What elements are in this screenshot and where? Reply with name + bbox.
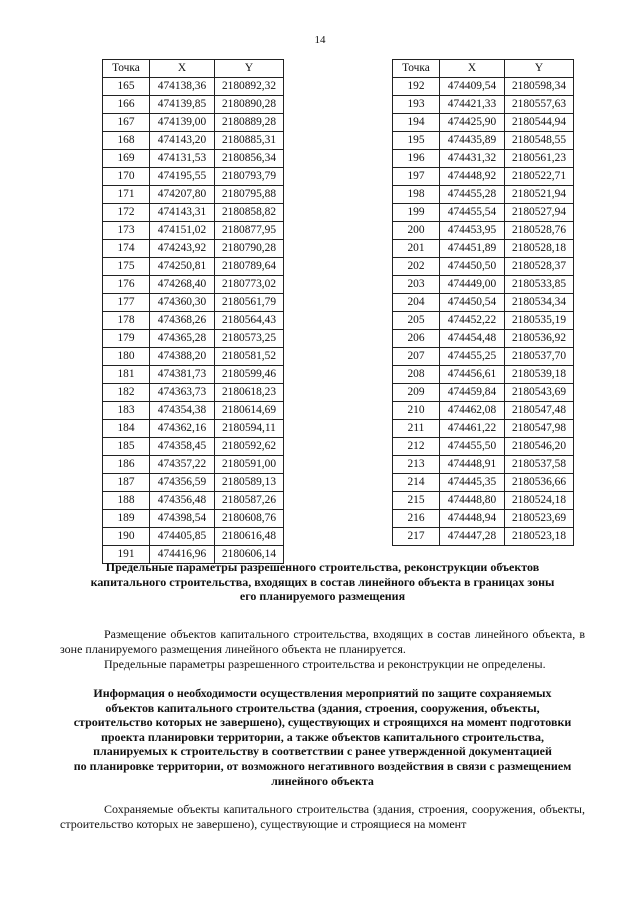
- cell-x: 474362,16: [150, 420, 215, 438]
- table-row: [103, 258, 284, 276]
- cell-x: 474447,28: [440, 528, 505, 546]
- table-row: [103, 474, 284, 492]
- cell-point: 201: [393, 240, 440, 258]
- table-row: [393, 78, 574, 96]
- cell-x: 474450,50: [440, 258, 505, 276]
- cell-x: 474445,35: [440, 474, 505, 492]
- table-row: [393, 510, 574, 528]
- cell-x: 474450,54: [440, 294, 505, 312]
- cell-point: 171: [103, 186, 150, 204]
- cell-y: 2180527,94: [505, 204, 574, 222]
- cell-y: 2180522,71: [505, 168, 574, 186]
- cell-x: 474456,61: [440, 366, 505, 384]
- cell-y: 2180547,98: [505, 420, 574, 438]
- cell-point: 205: [393, 312, 440, 330]
- cell-point: 190: [103, 528, 150, 546]
- table-row: [103, 330, 284, 348]
- table-row: [393, 366, 574, 384]
- table-row: [103, 168, 284, 186]
- cell-point: 172: [103, 204, 150, 222]
- cell-point: 187: [103, 474, 150, 492]
- cell-y: 2180544,94: [505, 114, 574, 132]
- cell-x: 474195,55: [150, 168, 215, 186]
- heading-line: Информация о необходимости осуществления мероприятий по защите сохраняемых: [93, 686, 552, 700]
- cell-point: 174: [103, 240, 150, 258]
- cell-point: 198: [393, 186, 440, 204]
- table-row: [103, 114, 284, 132]
- cell-x: 474449,00: [440, 276, 505, 294]
- cell-point: 173: [103, 222, 150, 240]
- cell-point: 192: [393, 78, 440, 96]
- table-row: [103, 492, 284, 510]
- cell-x: 474358,45: [150, 438, 215, 456]
- cell-x: 474451,89: [440, 240, 505, 258]
- table-row: [103, 528, 284, 546]
- cell-x: 474363,73: [150, 384, 215, 402]
- table-row: [393, 492, 574, 510]
- cell-point: 197: [393, 168, 440, 186]
- cell-point: 178: [103, 312, 150, 330]
- table-row: [103, 456, 284, 474]
- cell-y: 2180616,48: [215, 528, 284, 546]
- heading-line: по планировке территории, от возможного негативного воздействия в связи с размещением: [73, 758, 572, 773]
- cell-point: 183: [103, 402, 150, 420]
- cell-x: 474357,22: [150, 456, 215, 474]
- header-x: X: [150, 60, 215, 78]
- cell-y: 2180521,94: [505, 186, 574, 204]
- cell-point: 194: [393, 114, 440, 132]
- table-row: [103, 96, 284, 114]
- cell-x: 474435,89: [440, 132, 505, 150]
- cell-point: 204: [393, 294, 440, 312]
- table-row: [393, 456, 574, 474]
- cell-y: 2180561,23: [505, 150, 574, 168]
- table-row: [103, 312, 284, 330]
- cell-x: 474365,28: [150, 330, 215, 348]
- cell-point: 213: [393, 456, 440, 474]
- cell-point: 212: [393, 438, 440, 456]
- header-point: Точка: [393, 60, 440, 78]
- cell-point: 208: [393, 366, 440, 384]
- cell-y: 2180592,62: [215, 438, 284, 456]
- heading-line: строительство которых не завершено), существующих и строящихся на момент подготовки: [73, 715, 572, 730]
- table-row: [393, 474, 574, 492]
- cell-x: 474452,22: [440, 312, 505, 330]
- cell-point: 199: [393, 204, 440, 222]
- cell-y: 2180890,28: [215, 96, 284, 114]
- cell-point: 179: [103, 330, 150, 348]
- cell-y: 2180598,34: [505, 78, 574, 96]
- cell-point: 177: [103, 294, 150, 312]
- heading-line: объектов капитального строительства (здания, строения, сооружения, объекты,: [105, 700, 540, 715]
- section-body-protection: [60, 802, 585, 832]
- cell-x: 474250,81: [150, 258, 215, 276]
- cell-point: 217: [393, 528, 440, 546]
- cell-x: 474455,54: [440, 204, 505, 222]
- table-row: [393, 276, 574, 294]
- heading-line: проекта планировки территории, а также объектов капитального строительства,: [100, 729, 545, 744]
- cell-point: 191: [103, 546, 150, 564]
- table-row: [393, 204, 574, 222]
- heading-line: Предельные параметры разрешенного строительства, реконструкции объектов: [105, 560, 540, 574]
- table-row: [103, 222, 284, 240]
- cell-point: 193: [393, 96, 440, 114]
- cell-point: 206: [393, 330, 440, 348]
- cell-x: 474448,92: [440, 168, 505, 186]
- paragraph: Сохраняемые объекты капитального строительства (здания, строения, сооружения, объекты, строительство которых не завершено), существующие и строящиеся на момент: [60, 802, 585, 831]
- cell-point: 216: [393, 510, 440, 528]
- cell-x: 474421,33: [440, 96, 505, 114]
- table-row: [103, 510, 284, 528]
- table-row: [103, 294, 284, 312]
- header-y: Y: [215, 60, 284, 78]
- cell-x: 474416,96: [150, 546, 215, 564]
- header-point: Точка: [103, 60, 150, 78]
- table-row: [393, 222, 574, 240]
- table-row: [393, 96, 574, 114]
- cell-y: 2180523,69: [505, 510, 574, 528]
- cell-point: 175: [103, 258, 150, 276]
- cell-y: 2180528,18: [505, 240, 574, 258]
- cell-point: 195: [393, 132, 440, 150]
- cell-y: 2180539,18: [505, 366, 574, 384]
- cell-x: 474398,54: [150, 510, 215, 528]
- cell-y: 2180885,31: [215, 132, 284, 150]
- paragraph: Предельные параметры разрешенного строительства и реконструкции не определены.: [104, 657, 546, 671]
- header-y: Y: [505, 60, 574, 78]
- cell-x: 474139,00: [150, 114, 215, 132]
- cell-point: 215: [393, 492, 440, 510]
- cell-point: 170: [103, 168, 150, 186]
- cell-y: 2180856,34: [215, 150, 284, 168]
- cell-y: 2180795,88: [215, 186, 284, 204]
- cell-point: 188: [103, 492, 150, 510]
- cell-y: 2180528,37: [505, 258, 574, 276]
- cell-point: 180: [103, 348, 150, 366]
- table-row: [103, 402, 284, 420]
- cell-point: 181: [103, 366, 150, 384]
- cell-point: 189: [103, 510, 150, 528]
- cell-y: 2180789,64: [215, 258, 284, 276]
- table-row: [393, 438, 574, 456]
- cell-y: 2180773,02: [215, 276, 284, 294]
- cell-y: 2180548,55: [505, 132, 574, 150]
- cell-x: 474143,20: [150, 132, 215, 150]
- table-row: [393, 240, 574, 258]
- cell-y: 2180546,20: [505, 438, 574, 456]
- cell-y: 2180536,92: [505, 330, 574, 348]
- cell-x: 474405,85: [150, 528, 215, 546]
- table-row: [393, 114, 574, 132]
- cell-point: 196: [393, 150, 440, 168]
- cell-y: 2180877,95: [215, 222, 284, 240]
- cell-y: 2180793,79: [215, 168, 284, 186]
- cell-point: 166: [103, 96, 150, 114]
- cell-x: 474207,80: [150, 186, 215, 204]
- table-row: [103, 132, 284, 150]
- section-heading-protection: [60, 686, 585, 788]
- cell-x: 474139,85: [150, 96, 215, 114]
- cell-point: 182: [103, 384, 150, 402]
- cell-x: 474131,53: [150, 150, 215, 168]
- cell-y: 2180547,48: [505, 402, 574, 420]
- cell-x: 474143,31: [150, 204, 215, 222]
- cell-y: 2180528,76: [505, 222, 574, 240]
- table-header-row: [393, 60, 574, 78]
- coordinates-table-left: [102, 59, 284, 564]
- header-x: X: [440, 60, 505, 78]
- cell-point: 203: [393, 276, 440, 294]
- cell-x: 474354,38: [150, 402, 215, 420]
- cell-y: 2180594,11: [215, 420, 284, 438]
- cell-x: 474431,32: [440, 150, 505, 168]
- section-heading-parameters: [60, 560, 585, 604]
- table-row: [393, 330, 574, 348]
- cell-y: 2180606,14: [215, 546, 284, 564]
- table-row: [103, 186, 284, 204]
- cell-x: 474455,25: [440, 348, 505, 366]
- table-row: [393, 384, 574, 402]
- cell-y: 2180608,76: [215, 510, 284, 528]
- cell-point: 167: [103, 114, 150, 132]
- cell-point: 209: [393, 384, 440, 402]
- cell-x: 474138,36: [150, 78, 215, 96]
- cell-point: 168: [103, 132, 150, 150]
- table-row: [393, 150, 574, 168]
- cell-y: 2180581,52: [215, 348, 284, 366]
- cell-x: 474454,48: [440, 330, 505, 348]
- heading-line: капитального строительства, входящих в состав линейного объекта в границах зоны: [90, 574, 555, 589]
- cell-y: 2180523,18: [505, 528, 574, 546]
- table-row: [103, 78, 284, 96]
- cell-x: 474268,40: [150, 276, 215, 294]
- cell-point: 210: [393, 402, 440, 420]
- cell-y: 2180591,00: [215, 456, 284, 474]
- cell-x: 474448,80: [440, 492, 505, 510]
- cell-x: 474368,26: [150, 312, 215, 330]
- cell-x: 474453,95: [440, 222, 505, 240]
- table-row: [103, 204, 284, 222]
- table-row: [103, 366, 284, 384]
- section-body-parameters: [60, 627, 585, 672]
- cell-y: 2180614,69: [215, 402, 284, 420]
- table-row: [393, 132, 574, 150]
- cell-point: 202: [393, 258, 440, 276]
- cell-x: 474461,22: [440, 420, 505, 438]
- table-row: [393, 528, 574, 546]
- cell-point: 186: [103, 456, 150, 474]
- heading-line: его планируемого размещения: [239, 589, 406, 604]
- page-number: 14: [314, 34, 326, 46]
- cell-y: 2180790,28: [215, 240, 284, 258]
- cell-x: 474243,92: [150, 240, 215, 258]
- cell-y: 2180889,28: [215, 114, 284, 132]
- cell-y: 2180535,19: [505, 312, 574, 330]
- cell-x: 474409,54: [440, 78, 505, 96]
- heading-line: планируемых к строительству в соответствии с ранее утвержденной документацией: [93, 744, 552, 759]
- cell-y: 2180561,79: [215, 294, 284, 312]
- cell-point: 176: [103, 276, 150, 294]
- table-header-row: [103, 60, 284, 78]
- table-row: [103, 276, 284, 294]
- cell-point: 185: [103, 438, 150, 456]
- cell-x: 474459,84: [440, 384, 505, 402]
- table-row: [103, 150, 284, 168]
- cell-y: 2180537,58: [505, 456, 574, 474]
- cell-y: 2180534,34: [505, 294, 574, 312]
- cell-y: 2180587,26: [215, 492, 284, 510]
- cell-x: 474425,90: [440, 114, 505, 132]
- cell-y: 2180858,82: [215, 204, 284, 222]
- paragraph: Размещение объектов капитального строительства, входящих в состав линейного объекта, в зоне планируемого размещения линейного объекта не планируется.: [60, 627, 585, 656]
- cell-x: 474381,73: [150, 366, 215, 384]
- cell-point: 200: [393, 222, 440, 240]
- cell-y: 2180589,13: [215, 474, 284, 492]
- cell-x: 474448,91: [440, 456, 505, 474]
- table-row: [103, 438, 284, 456]
- cell-x: 474455,28: [440, 186, 505, 204]
- cell-point: 184: [103, 420, 150, 438]
- cell-x: 474356,59: [150, 474, 215, 492]
- table-row: [393, 348, 574, 366]
- cell-y: 2180524,18: [505, 492, 574, 510]
- cell-x: 474462,08: [440, 402, 505, 420]
- table-row: [393, 186, 574, 204]
- cell-point: 211: [393, 420, 440, 438]
- cell-x: 474455,50: [440, 438, 505, 456]
- cell-y: 2180573,25: [215, 330, 284, 348]
- table-row: [393, 420, 574, 438]
- cell-y: 2180537,70: [505, 348, 574, 366]
- cell-x: 474448,94: [440, 510, 505, 528]
- cell-y: 2180533,85: [505, 276, 574, 294]
- table-row: [393, 168, 574, 186]
- table-row: [103, 240, 284, 258]
- cell-point: 169: [103, 150, 150, 168]
- cell-point: 207: [393, 348, 440, 366]
- table-row: [103, 420, 284, 438]
- cell-x: 474388,20: [150, 348, 215, 366]
- cell-y: 2180599,46: [215, 366, 284, 384]
- cell-x: 474360,30: [150, 294, 215, 312]
- table-row: [103, 348, 284, 366]
- cell-point: 165: [103, 78, 150, 96]
- cell-y: 2180543,69: [505, 384, 574, 402]
- cell-y: 2180564,43: [215, 312, 284, 330]
- table-row: [393, 294, 574, 312]
- cell-y: 2180618,23: [215, 384, 284, 402]
- cell-x: 474356,48: [150, 492, 215, 510]
- cell-y: 2180892,32: [215, 78, 284, 96]
- table-row: [393, 402, 574, 420]
- heading-line: линейного объекта: [271, 773, 374, 788]
- cell-point: 214: [393, 474, 440, 492]
- table-row: [393, 312, 574, 330]
- cell-y: 2180536,66: [505, 474, 574, 492]
- cell-y: 2180557,63: [505, 96, 574, 114]
- coordinates-table-right: [392, 59, 574, 546]
- cell-x: 474151,02: [150, 222, 215, 240]
- table-row: [103, 384, 284, 402]
- table-row: [393, 258, 574, 276]
